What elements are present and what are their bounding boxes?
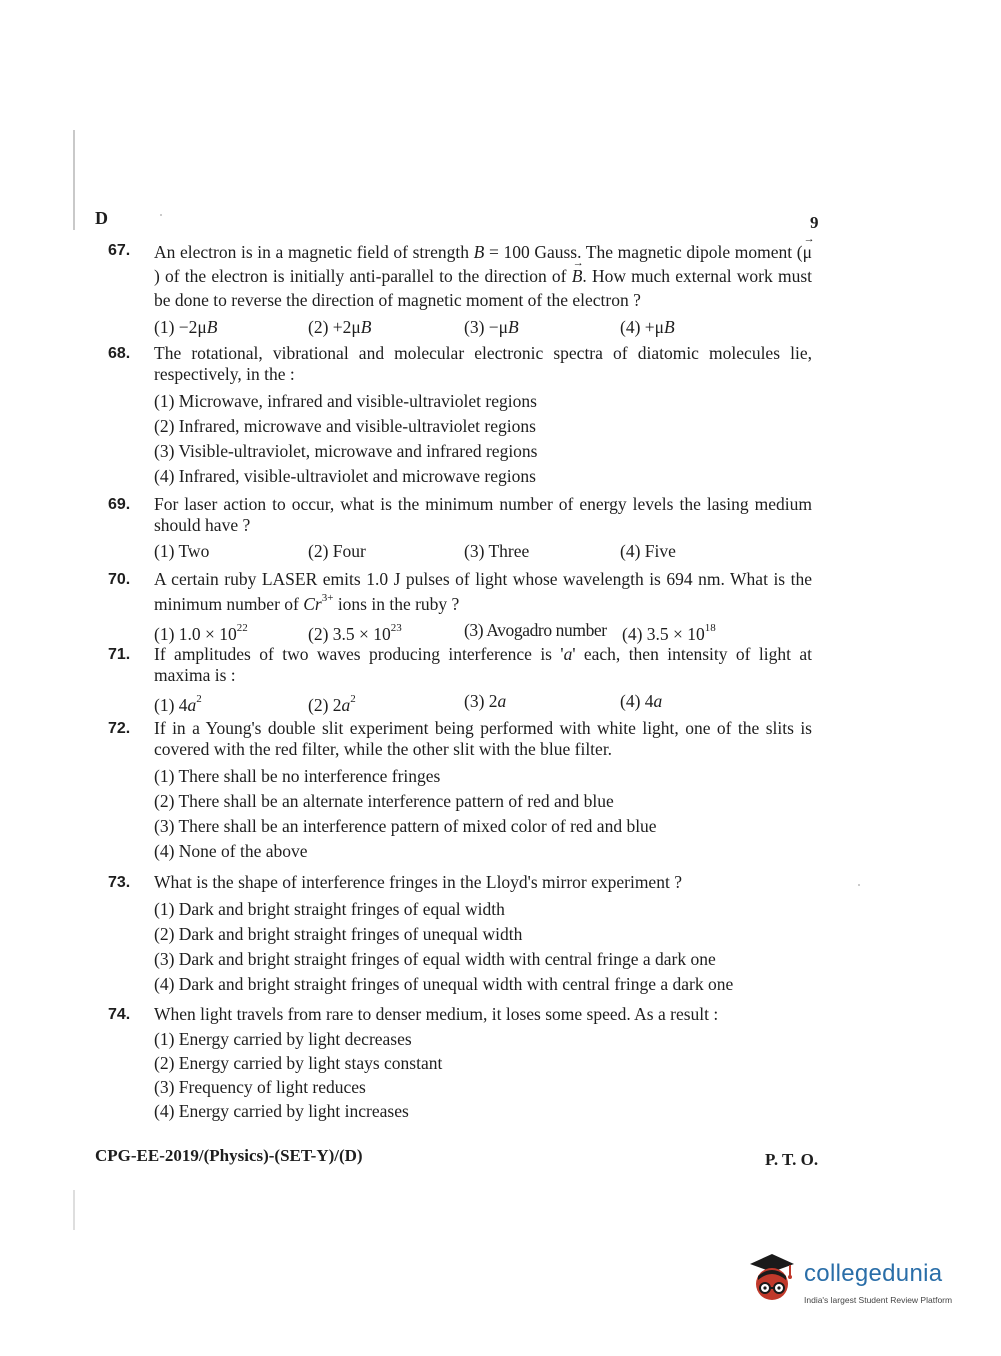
collegedunia-watermark <box>742 1250 972 1316</box>
option-2: (2) There shall be an alternate interference pattern of red and blue <box>154 791 614 811</box>
question-stem: The rotational, vibrational and molecular electronic spectra of diatomic molecules lie, respectively, in the : <box>154 343 812 384</box>
option-1: (1) Microwave, infrared and visible-ultraviolet regions <box>154 391 537 411</box>
question-number: 69. <box>108 496 131 513</box>
option-3: (3) There shall be an interference pattern of mixed color of red and blue <box>154 816 657 836</box>
option-2: (2) Four <box>308 541 366 561</box>
option-2: (2) Dark and bright straight fringes of unequal width <box>154 924 523 944</box>
question-stem: If amplitudes of two waves producing interference is 'a' each, then intensity of light at maxima is : <box>154 644 813 685</box>
scan-speck <box>858 884 860 886</box>
option-1: (1) −2μB <box>154 317 218 337</box>
question-number: 70. <box>108 571 131 588</box>
option-2: (2) Energy carried by light stays constant <box>154 1053 443 1073</box>
page-number: 9 <box>810 213 819 232</box>
paper-code: CPG-EE-2019/(Physics)-(SET-Y)/(D) <box>95 1146 363 1165</box>
option-1: (1) Dark and bright straight fringes of equal width <box>154 899 505 919</box>
option-3: (3) Dark and bright straight fringes of equal width with central fringe a dark one <box>154 949 716 969</box>
option-1: (1) Energy carried by light decreases <box>154 1029 412 1049</box>
option-3: (3) Three <box>464 541 530 561</box>
question-70 <box>108 569 812 642</box>
question-stem: For laser action to occur, what is the minimum number of energy levels the lasing medium should have ? <box>154 494 812 535</box>
question-74 <box>108 1004 812 1123</box>
question-number: 71. <box>108 646 131 663</box>
question-72 <box>108 718 812 864</box>
question-stem: What is the shape of interference fringes in the Lloyd's mirror experiment ? <box>154 872 682 892</box>
question-number: 68. <box>108 345 131 362</box>
option-1: (1) There shall be no interference fringes <box>154 766 441 786</box>
question-69 <box>108 494 812 563</box>
option-3: (3) Frequency of light reduces <box>154 1077 366 1097</box>
option-2: (2) +2μB <box>308 317 372 337</box>
option-list <box>108 1027 812 1123</box>
option-4: (4) $3.5 \times 10^{18}$ <box>622 621 716 644</box>
option-4: (4) None of the above <box>154 841 308 861</box>
option-4: (4) 4a <box>620 691 663 711</box>
question-number: 74. <box>108 1006 131 1023</box>
option-list <box>108 897 812 997</box>
scan-speck <box>160 214 162 216</box>
please-turn-over: P. T. O. <box>765 1150 819 1169</box>
left-margin-line-lower <box>73 1190 75 1230</box>
option-row <box>108 691 812 713</box>
option-list <box>108 764 812 864</box>
question-number: 67. <box>108 242 131 259</box>
question-stem: An electron is in a magnetic field of strength B = 100 Gauss. The magnetic dipole moment (μ →) of the electron is initially anti-parallel to the direction of B →. How much external work must be done to reverse the direction of magnetic moment of the electron ? <box>154 240 812 312</box>
option-row <box>108 541 812 563</box>
brand-name: collegedunia <box>804 1260 943 1287</box>
mascot-logo-icon <box>742 1250 800 1308</box>
option-1: (1) $1.0 \times 10^{22}$ <box>154 621 248 644</box>
question-68 <box>108 343 812 489</box>
option-row <box>108 620 812 642</box>
question-73 <box>108 872 812 997</box>
option-4: (4) Five <box>620 541 676 561</box>
option-3: (3) Visible-ultraviolet, microwave and infrared regions <box>154 441 538 461</box>
set-letter: D <box>95 208 108 228</box>
option-2: (2) Infrared, microwave and visible-ultraviolet regions <box>154 416 536 436</box>
option-4: (4) Energy carried by light increases <box>154 1101 409 1121</box>
question-number: 73. <box>108 874 131 891</box>
option-3: (3) −μB <box>464 317 519 337</box>
option-2: (2) $2a^2$ <box>308 693 356 715</box>
option-1: (1) $4a^2$ <box>154 693 202 715</box>
option-4: (4) +μB <box>620 317 675 337</box>
option-list <box>108 389 812 489</box>
question-stem: A certain ruby LASER emits 1.0 J pulses of light whose wavelength is 694 nm. What is the minimum number of $Cr^{3+}$ ions in the ruby ? <box>154 569 812 614</box>
option-3: (3) 2a <box>464 691 507 711</box>
option-4: (4) Dark and bright straight fringes of unequal width with central fringe a dark one <box>154 974 734 994</box>
option-2: (2) $3.5 \times 10^{23}$ <box>308 621 402 644</box>
left-margin-line <box>73 130 75 230</box>
option-1: (1) Two <box>154 541 210 561</box>
option-3: (3) Avogadro number <box>464 619 607 640</box>
brand-tagline: India's largest Student Review Platform <box>804 1295 953 1305</box>
question-71 <box>108 644 812 713</box>
question-67 <box>108 240 812 339</box>
question-stem: When light travels from rare to denser medium, it loses some speed. As a result : <box>154 1004 719 1024</box>
question-number: 72. <box>108 720 131 737</box>
question-stem: If in a Young's double slit experiment being performed with white light, one of the slits is covered with the red filter, while the other slit with the blue filter. <box>154 718 812 759</box>
option-row <box>108 317 812 339</box>
option-4: (4) Infrared, visible-ultraviolet and microwave regions <box>154 466 536 486</box>
